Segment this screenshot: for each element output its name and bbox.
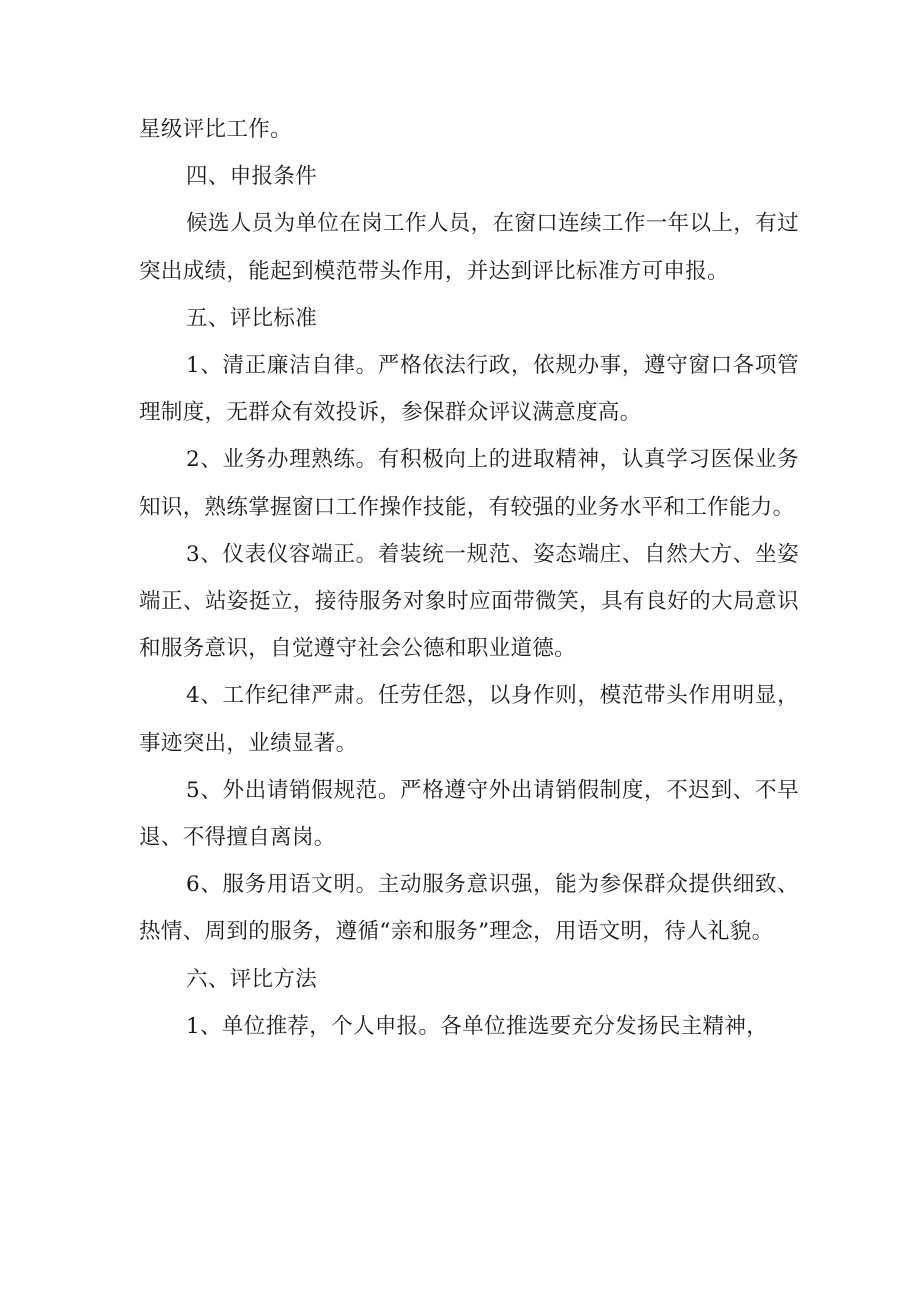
section-heading-application-conditions: 四、申报条件 [186,164,318,190]
criterion-item-4: 4、工作纪律严肃。任劳任怨，以身作则，模范带头作用明显，事迹突出，业绩显著。 [139,683,799,756]
criterion-item-6: 6、服务用语文明。主动服务意识强，能为参保群众提供细致、热情、周到的服务，遵循“亲和服务”理念，用语文明，待人礼貌。 [139,872,799,945]
criterion-item-2: 2、业务办理熟练。有积极向上的进取精神，认真学习医保业务知识，熟练掌握窗口工作操作技能，有较强的业务水平和工作能力。 [139,447,799,520]
criterion-item-1: 1、清正廉洁自律。严格依法行政，依规办事，遵守窗口各项管理制度，无群众有效投诉，参保群众评议满意度高。 [139,353,799,426]
paragraph-application-conditions: 候选人员为单位在岗工作人员，在窗口连续工作一年以上，有过突出成绩，能起到模范带头作用，并达到评比标准方可申报。 [139,211,799,284]
section-heading-evaluation-method: 六、评比方法 [186,966,318,992]
method-item-1: 1、单位推荐，个人申报。各单位推选要充分发扬民主精神， [186,1013,769,1039]
document-page [139,106,799,1050]
criterion-item-5: 5、外出请销假规范。严格遵守外出请销假制度，不迟到、不早退、不得擅自离岗。 [139,777,799,851]
paragraph-continuation: 星级评比工作。 [139,117,292,142]
section-heading-evaluation-criteria: 五、评比标准 [186,305,318,331]
criterion-item-3: 3、仪表仪容端正。着装统一规范、姿态端庄、自然大方、坐姿端正、站姿挺立，接待服务对象时应面带微笑，具有良好的大局意识和服务意识，自觉遵守社会公德和职业道德。 [139,541,799,662]
